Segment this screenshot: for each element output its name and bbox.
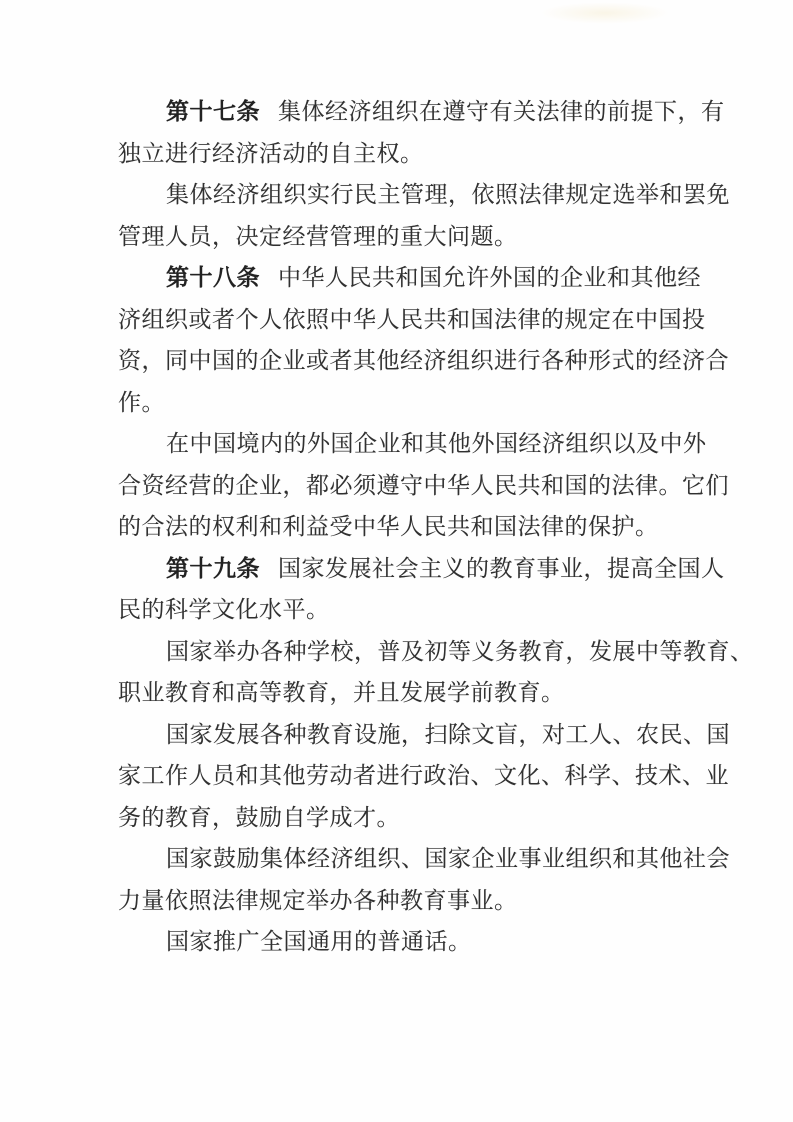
text-line xyxy=(118,755,729,797)
line-text: 作。 xyxy=(118,389,165,415)
text-line xyxy=(118,257,718,299)
line-text: 中华人民共和国允许外国的企业和其他经 xyxy=(278,265,701,290)
text-line xyxy=(118,382,718,424)
text-line xyxy=(118,506,718,548)
line-text: 国家发展各种教育设施，扫除文盲，对工人、农民、国 xyxy=(166,721,730,747)
line-text: 在中国境内的外国企业和其他外国经济组织以及中外 xyxy=(166,431,707,456)
scan-smudge-artifact xyxy=(540,2,670,24)
line-text: 力量依照法律规定举办各种教育事业。 xyxy=(118,887,518,913)
article-number: 第十八条 xyxy=(166,265,260,290)
line-text: 务的教育，鼓励自学成才。 xyxy=(118,804,400,830)
text-line xyxy=(118,880,718,922)
line-text: 国家鼓励集体经济组织、国家企业事业组织和其他社会 xyxy=(166,846,730,871)
line-text: 国家举办各种学校，普及初等义务教育，发展中等教育、 xyxy=(166,638,754,664)
line-text: 的合法的权利和利益受中华人民共和国法律的保护。 xyxy=(118,514,659,539)
text-line xyxy=(118,216,718,258)
text-line xyxy=(118,589,718,631)
text-line xyxy=(118,548,725,590)
text-line xyxy=(118,423,718,465)
line-text: 民的科学文化水平。 xyxy=(118,597,330,622)
text-line xyxy=(118,340,729,382)
line-text: 管理人员，决定经营管理的重大问题。 xyxy=(118,223,518,249)
text-line xyxy=(118,299,718,341)
text-line xyxy=(118,465,729,507)
line-text: 独立进行经济活动的自主权。 xyxy=(118,140,424,166)
line-text: 济组织或者个人依照中华人民共和国法律的规定在中国投 xyxy=(118,306,706,332)
line-text: 集体经济组织实行民主管理，依照法律规定选举和罢免 xyxy=(166,182,730,207)
text-line xyxy=(118,174,730,216)
text-line xyxy=(118,672,718,714)
text-line xyxy=(118,797,718,839)
line-text: 国家发展社会主义的教育事业，提高全国人 xyxy=(278,555,725,581)
text-line xyxy=(118,133,718,175)
text-line xyxy=(118,921,718,963)
article-number: 第十九条 xyxy=(166,555,260,581)
line-text: 国家推广全国通用的普通话。 xyxy=(166,929,472,954)
line-text: 家工作人员和其他劳动者进行政治、文化、科学、技术、业 xyxy=(118,763,729,788)
text-line xyxy=(118,91,725,133)
text-line xyxy=(118,631,754,673)
document-text-block xyxy=(118,91,754,963)
line-text: 集体经济组织在遵守有关法律的前提下，有 xyxy=(278,99,725,124)
text-line xyxy=(118,714,730,756)
line-text: 合资经营的企业，都必须遵守中华人民共和国的法律。它们 xyxy=(118,472,729,498)
text-line xyxy=(118,838,730,880)
line-text: 资，同中国的企业或者其他经济组织进行各种形式的经济合 xyxy=(118,348,729,373)
line-text: 职业教育和高等教育，并且发展学前教育。 xyxy=(118,680,565,705)
article-number: 第十七条 xyxy=(166,99,260,124)
